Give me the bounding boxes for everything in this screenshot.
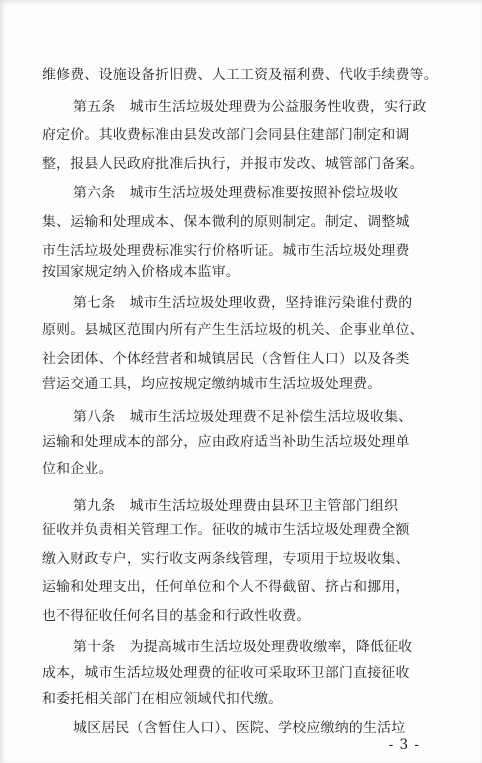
text-line: 整，报县人民政府批准后执行，并报市发改、城管部门备案。 <box>42 156 424 172</box>
text-line: 城区居民（含暂住人口）、医院、学校应缴纳的生活垃 <box>73 720 406 736</box>
page-number: - 3 - <box>388 737 420 753</box>
text-line: 也不得征收任何名目的基金和行政性收费。 <box>42 608 311 624</box>
article-6-heading-line: 第六条 城市生活垃圾处理费标准要按照补偿垃圾收 <box>73 185 399 201</box>
article-9-heading-line: 第九条 城市生活垃圾处理费由县环卫主管部门组织 <box>73 498 399 514</box>
text-line: 市生活垃圾处理费标准实行价格听证。城市生活垃圾处理费 <box>42 243 410 259</box>
text-line: 维修费、设施设备折旧费、人工工资及福利费、代收手续费等。 <box>42 67 438 83</box>
text-line: 运输和处理支出，任何单位和个人不得截留、挤占和挪用， <box>42 579 410 595</box>
text-line: 按国家规定纳入价格成本监审。 <box>42 264 240 280</box>
article-10-heading-line: 第十条 为提高城市生活垃圾处理费收缴率，降低征收 <box>73 639 413 655</box>
text-line: 集、运输和处理成本、保本微利的原则制定。制定、调整城 <box>42 214 410 230</box>
text-line: 成本，城市生活垃圾处理费的征收可采取环卫部门直接征收 <box>42 665 410 681</box>
text-line: 社会团体、个体经营者和城镇居民（含暂住人口）以及各类 <box>42 351 410 367</box>
text-line: 运输和处理成本的部分，应由政府适当补助生活垃圾处理单 <box>42 434 410 450</box>
text-line: 位和企业。 <box>42 461 113 477</box>
text-line: 原则。县城区范围内所有产生生活垃圾的机关、企事业单位、 <box>42 322 424 338</box>
text-line: 和委托相关部门在相应领域代扣代缴。 <box>42 691 283 707</box>
article-8-heading-line: 第八条 城市生活垃圾处理费不足补偿生活垃圾收集、 <box>73 409 413 425</box>
article-7-heading-line: 第七条 城市生活垃圾处理收费，坚持谁污染谁付费的 <box>73 295 413 311</box>
text-line: 征收并负责相关管理工作。征收的城市生活垃圾处理费全额 <box>42 522 410 538</box>
article-5-heading-line: 第五条 城市生活垃圾处理费为公益服务性收费，实行政 <box>73 99 427 115</box>
text-line: 缴入财政专户，实行收支两条线管理，专项用于垃圾收集、 <box>42 551 410 567</box>
text-line: 营运交通工具，均应按规定缴纳城市生活垃圾处理费。 <box>42 376 382 392</box>
text-line: 府定价。其收费标准由县发改部门会同县住建部门制定和调 <box>42 127 410 143</box>
